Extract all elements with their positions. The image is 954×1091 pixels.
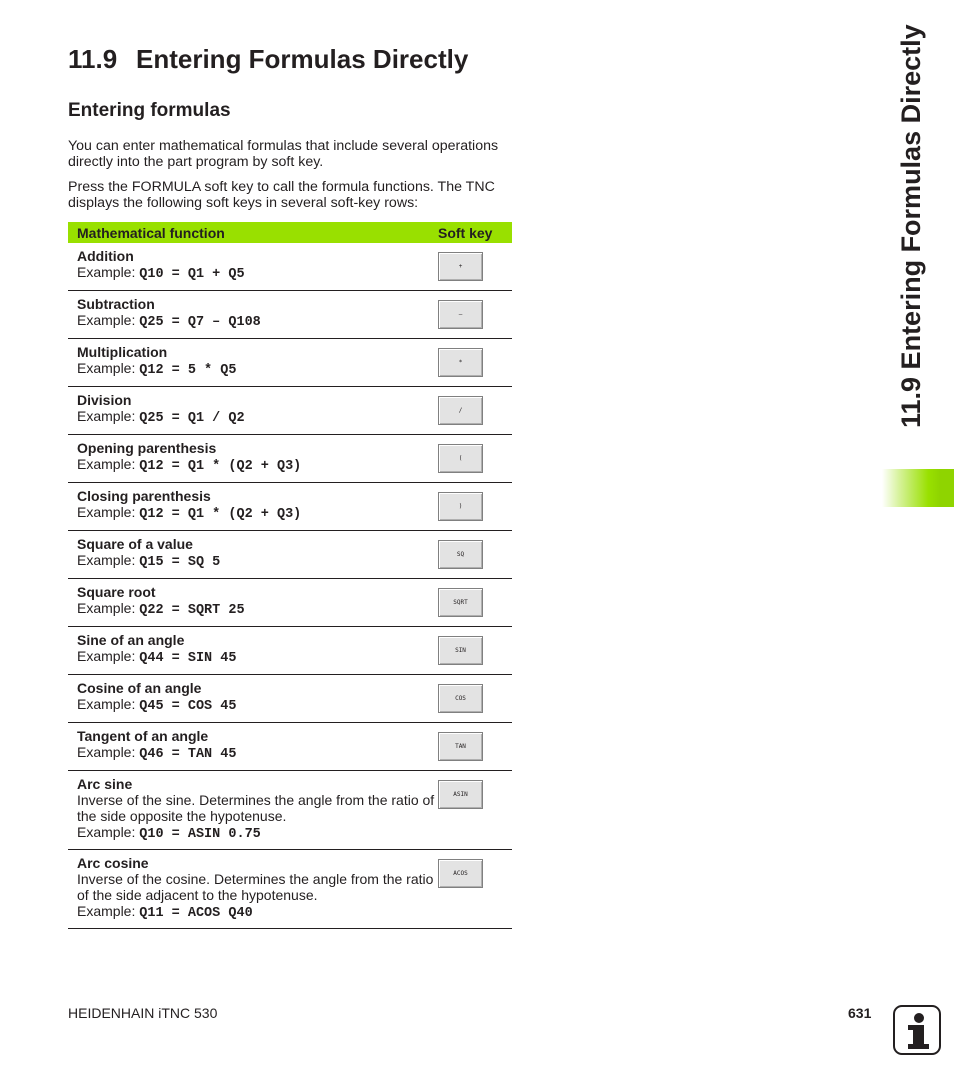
example-label: Example: [77,600,140,616]
softkey-button[interactable]: – [438,300,483,329]
table-row [68,339,512,387]
function-example [77,696,438,715]
example-code: Q10 = Q1 + Q5 [139,267,245,282]
page-number: 631 [848,1005,872,1021]
softkey-button[interactable]: SQRT [438,588,483,617]
function-cell [68,627,438,675]
softkey-button[interactable]: SIN [438,636,483,665]
softkey-button[interactable]: TAN [438,732,483,761]
function-name: Multiplication [77,344,168,360]
function-example [77,648,438,667]
function-description: Inverse of the sine. Determines the angle from the ratio of the side opposite the hypotenuse. [77,792,435,824]
softkey-cell [438,387,512,435]
chapter-tab-marker [882,469,940,507]
softkey-button[interactable]: COS [438,684,483,713]
table-row [68,723,512,771]
function-name: Square root [77,584,156,600]
chapter-heading: Entering Formulas Directly [136,44,469,74]
example-label: Example: [77,312,140,328]
function-cell [68,675,438,723]
softkey-button[interactable]: + [438,252,483,281]
softkey-cell [438,850,512,929]
example-code: Q46 = TAN 45 [139,747,237,762]
example-code: Q11 = ACOS Q40 [139,906,253,921]
function-cell [68,850,438,929]
function-cell [68,339,438,387]
example-label: Example: [77,824,140,840]
softkey-paragraph: Press the FORMULA soft key to call the formula functions. The TNC displays the following soft keys in several soft-key rows: [68,179,495,211]
function-example [77,552,438,571]
header-function: Mathematical function [68,222,438,243]
example-label: Example: [77,456,140,472]
example-code: Q25 = Q1 / Q2 [139,411,245,426]
function-name: Arc sine [77,776,133,792]
side-chapter-title: 11.9 Entering Formulas Directly [896,24,926,428]
function-example [77,504,438,523]
function-cell [68,435,438,483]
function-example [77,408,438,427]
softkey-cell [438,243,512,291]
function-example [77,903,438,922]
example-code: Q44 = SIN 45 [139,651,237,666]
softkey-button[interactable]: * [438,348,483,377]
softkey-cell [438,771,512,850]
example-code: Q22 = SQRT 25 [139,603,245,618]
softkey-cell [438,339,512,387]
softkey-cell [438,531,512,579]
example-code: Q25 = Q7 – Q108 [139,315,261,330]
example-label: Example: [77,696,140,712]
softkey-button[interactable]: SQ [438,540,483,569]
example-label: Example: [77,552,140,568]
function-name: Subtraction [77,296,155,312]
example-code: Q12 = Q1 * (Q2 + Q3) [139,459,302,474]
function-name: Addition [77,248,134,264]
table-row [68,675,512,723]
softkey-cell [438,627,512,675]
example-label: Example: [77,504,140,520]
formula-table [68,222,512,929]
softkey-cell [438,723,512,771]
function-cell [68,387,438,435]
softkey-cell [438,579,512,627]
chapter-number: 11.9 [68,44,118,74]
function-name: Division [77,392,132,408]
function-description: Inverse of the cosine. Determines the angle from the ratio of the side adjacent to the hypotenuse. [77,871,434,903]
table-row [68,291,512,339]
function-name: Closing parenthesis [77,488,211,504]
table-row [68,387,512,435]
function-name: Tangent of an angle [77,728,209,744]
table-row [68,850,512,929]
table-header-row [68,222,512,243]
function-cell [68,771,438,850]
function-name: Cosine of an angle [77,680,202,696]
softkey-button[interactable]: ACOS [438,859,483,888]
softkey-cell [438,483,512,531]
example-label: Example: [77,360,140,376]
softkey-cell [438,435,512,483]
example-code: Q10 = ASIN 0.75 [139,827,261,842]
example-code: Q12 = Q1 * (Q2 + Q3) [139,507,302,522]
softkey-button[interactable]: / [438,396,483,425]
example-label: Example: [77,744,140,760]
function-cell [68,531,438,579]
function-cell [68,579,438,627]
table-row [68,531,512,579]
function-example [77,360,438,379]
table-body [68,243,512,929]
function-example [77,824,438,843]
section-title: Entering formulas [68,100,231,121]
function-name: Arc cosine [77,855,149,871]
function-cell [68,243,438,291]
header-softkey: Soft key [438,222,512,243]
footer-manual-name: HEIDENHAIN iTNC 530 [68,1005,218,1021]
example-label: Example: [77,264,140,280]
table-row [68,243,512,291]
example-code: Q12 = 5 * Q5 [139,363,237,378]
example-code: Q45 = COS 45 [139,699,237,714]
softkey-button[interactable]: ) [438,492,483,521]
function-name: Square of a value [77,536,193,552]
softkey-cell [438,675,512,723]
example-label: Example: [77,648,140,664]
function-example [77,456,438,475]
info-icon [893,1005,941,1055]
function-cell [68,723,438,771]
example-label: Example: [77,408,140,424]
table-row [68,483,512,531]
table-row [68,579,512,627]
function-name: Sine of an angle [77,632,185,648]
intro-paragraph: You can enter mathematical formulas that include several operations directly into the part program by soft key. [68,138,499,170]
table-row [68,627,512,675]
table-row [68,435,512,483]
softkey-cell [438,291,512,339]
function-cell [68,291,438,339]
table-row [68,771,512,850]
function-example [77,600,438,619]
example-code: Q15 = SQ 5 [139,555,221,570]
function-example [77,312,438,331]
function-example [77,744,438,763]
function-name: Opening parenthesis [77,440,217,456]
softkey-button[interactable]: ASIN [438,780,483,809]
softkey-button[interactable]: ( [438,444,483,473]
function-example [77,264,438,283]
chapter-title [68,44,468,75]
function-cell [68,483,438,531]
example-label: Example: [77,903,140,919]
chapter-tab-tip [940,469,954,507]
